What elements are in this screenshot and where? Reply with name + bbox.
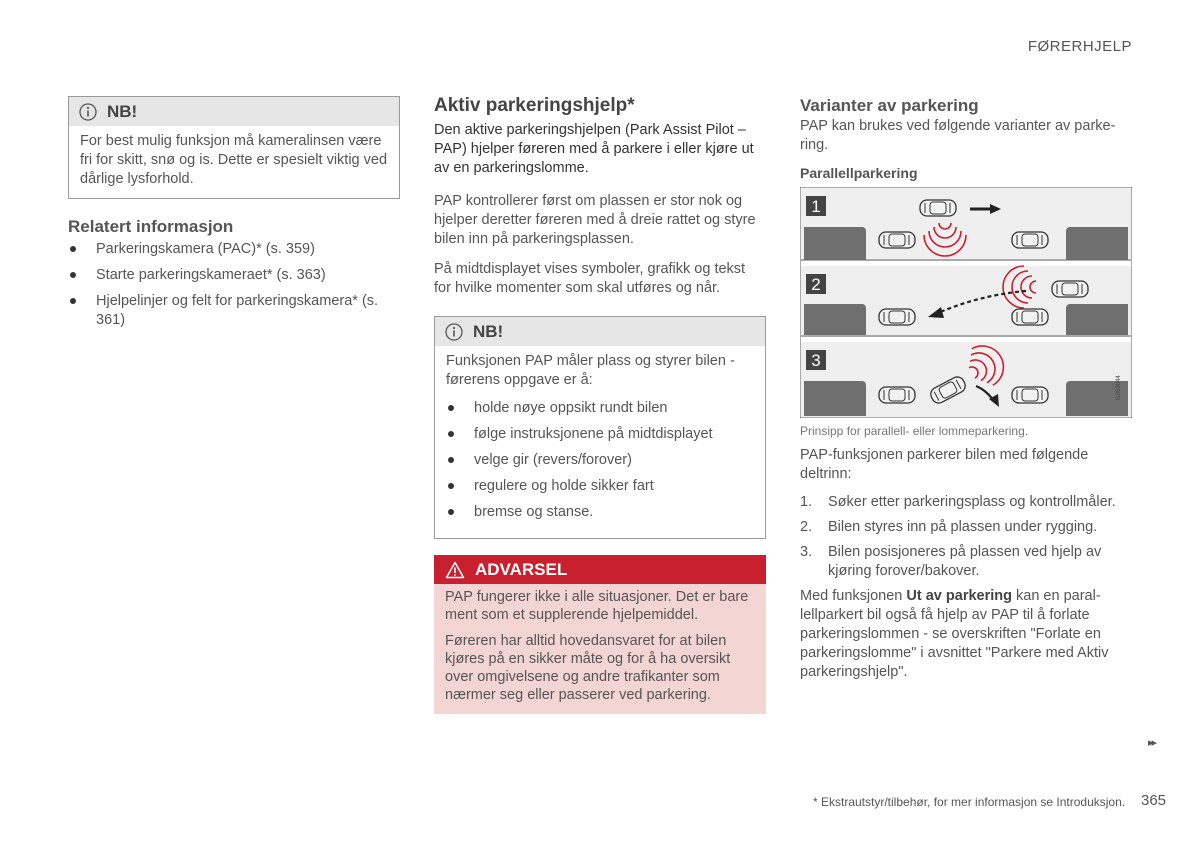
list-item: velge gir (revers/forover) xyxy=(446,451,754,470)
note-header xyxy=(69,97,399,126)
related-link-start-camera[interactable]: Starte parkeringskameraet* (s. 363) xyxy=(68,266,400,285)
note-text: For best mulig funksjon må kameralinsen være fri for skitt, snø og is. Dette er spesielt viktig ved dårlige lysforhold. xyxy=(80,133,388,187)
column-2 xyxy=(434,95,766,714)
warning-text-1: PAP fungerer ikke i alle situasjoner. Det er bare ment som et supplerende hjelpemiddel. xyxy=(445,589,749,623)
warning-box xyxy=(434,555,766,714)
note-box xyxy=(68,96,400,199)
note-intro: Funksjonen PAP måler plass og styrer bilen - førerens oppgave er å: xyxy=(446,353,735,388)
note-title: NB! xyxy=(473,321,504,341)
paragraph-2: På midtdisplayet vises symboler, grafikk og tekst for hvilke momenter som skal utføres og når. xyxy=(434,261,746,296)
steps-list xyxy=(800,493,1132,581)
panel-label-3-text: 3 xyxy=(811,351,821,370)
step-item: 2. Bilen styres inn på plassen under rygging. xyxy=(800,519,1098,535)
step-item: 3. Bilen posisjoneres på plassen ved hjelp av kjøring forover/bakover. xyxy=(800,544,1102,579)
warning-header xyxy=(434,555,766,584)
warning-title: ADVARSEL xyxy=(475,559,568,579)
list-item: bremse og stanse. xyxy=(446,503,754,522)
warning-triangle-icon xyxy=(445,561,465,579)
step-item: 1. Søker etter parkeringsplass og kontrollmåler. xyxy=(800,494,1116,510)
parking-variants-intro: PAP kan brukes ved følgende varianter av parkering. xyxy=(800,118,1116,153)
info-icon xyxy=(445,323,463,341)
steps-intro: PAP-funksjonen parkerer bilen med følgende deltrinn: xyxy=(800,447,1089,482)
related-info-list xyxy=(68,240,400,330)
column-3 xyxy=(800,96,1132,682)
warning-text-2: Føreren har alltid hovedansvaret for at bilen kjøres på en sikker måte og for å ha oversikt over omgivelsene og andre trafikanter som nærmer seg eller passerer ved parkering. xyxy=(445,633,731,703)
related-info-title: Relatert informasjon xyxy=(68,217,234,236)
parallel-parking-subtitle: Parallellparkering xyxy=(800,165,918,181)
parallel-parking-diagram xyxy=(800,187,1132,418)
column-1 xyxy=(68,96,400,337)
list-item: holde nøye oppsikt rundt bilen xyxy=(446,399,754,418)
diagram-code: G053044 xyxy=(1116,375,1122,400)
driver-tasks-list xyxy=(446,399,754,522)
note-text xyxy=(435,346,765,538)
info-icon xyxy=(79,103,97,121)
continue-arrows-icon: ▸▸ xyxy=(1148,737,1156,749)
diagram-panel-2 xyxy=(801,266,1131,337)
panel-label-2-text: 2 xyxy=(811,275,821,294)
related-link-guide-lines[interactable]: Hjelpelinjer og felt for parkeringskamera* (s. 361) xyxy=(68,292,400,330)
page-number: 365 xyxy=(1141,792,1167,809)
footer-note: * Ekstrautstyr/tilbehør, for mer informasjon se Introduksjon. xyxy=(813,795,1126,809)
diagram-panel-3 xyxy=(801,338,1131,417)
note-header xyxy=(435,317,765,346)
intro-paragraph: Den aktive parkeringshjelpen (Park Assist Pilot – PAP) hjelper føreren med å parkere i eller kjøre ut av en parkeringslomme. xyxy=(434,122,754,176)
parking-variants-title: Varianter av parkering xyxy=(800,96,979,115)
diagram-caption: Prinsipp for parallell- eller lommeparkering. xyxy=(800,424,1029,438)
related-link-parking-camera[interactable]: Parkeringskamera (PAC)* (s. 359) xyxy=(68,240,400,259)
diagram-panel-1 xyxy=(801,188,1131,261)
paragraph-1: PAP kontrollerer først om plassen er stor nok og hjelper deretter føreren med å dreie rattet og styre bilen inn på parkeringsplassen. xyxy=(434,193,756,247)
exit-parking-term: Ut av parkering xyxy=(906,588,1012,604)
warning-body xyxy=(434,584,766,714)
section-title: Aktiv parkeringshjelp* xyxy=(434,95,635,116)
list-item: regulere og holde sikker fart xyxy=(446,477,754,496)
section-header: FØRERHJELP xyxy=(1027,38,1132,55)
panel-label-1-text: 1 xyxy=(811,197,821,216)
exit-parking-paragraph: Med funksjonen Ut av parkering kan en parallellparkert bil også få hjelp av PAP til å forlate parkeringslommen - se overskriften "Forlate en parkeringslomme" i avsnittet "Parkere med Aktiv parkeringshjelp". xyxy=(800,588,1109,680)
list-item: følge instruksjonene på midtdisplayet xyxy=(446,425,754,444)
note-box-pap xyxy=(434,316,766,539)
note-title: NB! xyxy=(107,101,138,121)
